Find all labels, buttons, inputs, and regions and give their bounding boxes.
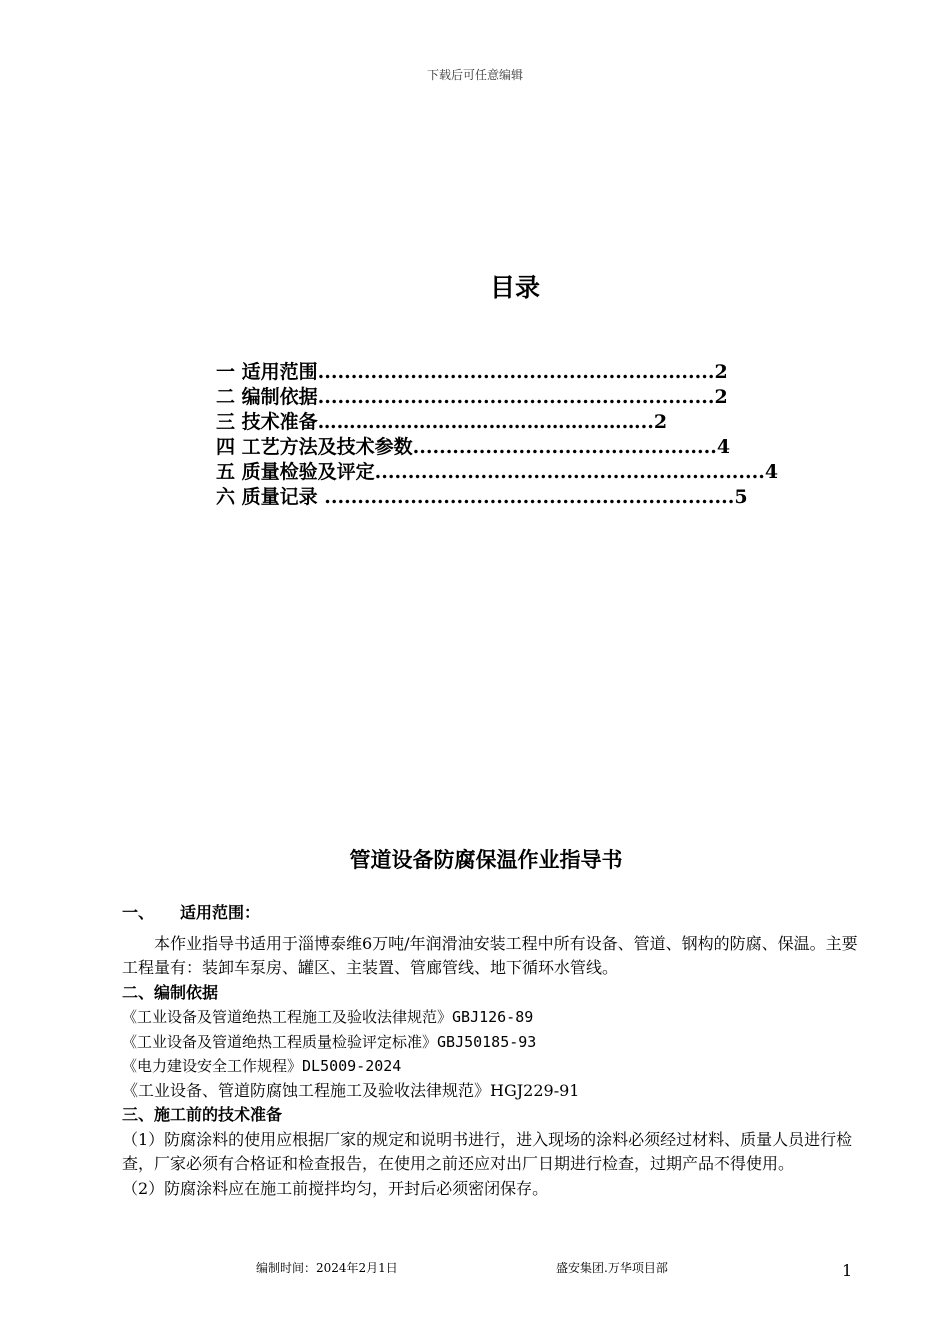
document-body (122, 901, 862, 1201)
section-heading-scope (122, 901, 862, 926)
reference-item: 《工业设备及管道绝热工程质量检验评定标准》GBJ50185-93 (122, 1032, 537, 1051)
header-note: 下载后可任意编辑 (426, 68, 523, 82)
section-number: 一、 (122, 903, 155, 922)
section-heading-basis: 二、编制依据 (122, 982, 219, 1002)
toc-item[interactable]: 五 质量检验及评定...........................................................4 (216, 461, 779, 483)
reference-item: 《电力建设安全工作规程》DL5009-2024 (122, 1057, 402, 1075)
prep-item: （2）防腐涂料应在施工前搅拌均匀，开封后必须密闭保存。 (122, 1178, 549, 1198)
table-of-contents (216, 360, 779, 510)
toc-item[interactable]: 一 适用范围............................................................2 (216, 361, 728, 383)
toc-item[interactable]: 二 编制依据............................................................2 (216, 386, 728, 408)
section-heading-preparation: 三、施工前的技术准备 (122, 1105, 283, 1124)
toc-title: 目录 (489, 273, 540, 302)
toc-item[interactable]: 四 工艺方法及技术参数..............................................4 (216, 436, 731, 458)
section-title: 适用范围： (180, 903, 261, 922)
toc-item[interactable]: 六 质量记录 ..............................................................5 (216, 486, 748, 508)
page-number: 1 (842, 1261, 853, 1280)
reference-item: 《工业设备及管道绝热工程施工及验收法律规范》GBJ126-89 (122, 1008, 534, 1026)
toc-item[interactable]: 三 技术准备……………………………………………..2 (216, 411, 668, 433)
prep-item: （1）防腐涂料的使用应根据厂家的规定和说明书进行，进入现场的涂料必须经过材料、质量人员进行检查，厂家必须有合格证和检查报告，在使用之前还应对出厂日期进行检查，过期产品不得使用。 (122, 1129, 853, 1173)
document-title: 管道设备防腐保温作业指导书 (349, 848, 623, 872)
reference-item: 《工业设备、管道防腐蚀工程施工及验收法律规范》HGJ229-91 (122, 1080, 580, 1100)
scope-paragraph: 本作业指导书适用于淄博泰维6万吨/年润滑油安装工程中所有设备、管道、钢构的防腐、保温。主要工程量有：装卸车泵房、罐区、主装置、管廊管线、地下循环水管线。 (122, 933, 858, 977)
footer-organization: 盛安集团.万华项目部 (556, 1261, 668, 1275)
footer-date: 编制时间：2024年2月1日 (256, 1261, 398, 1275)
